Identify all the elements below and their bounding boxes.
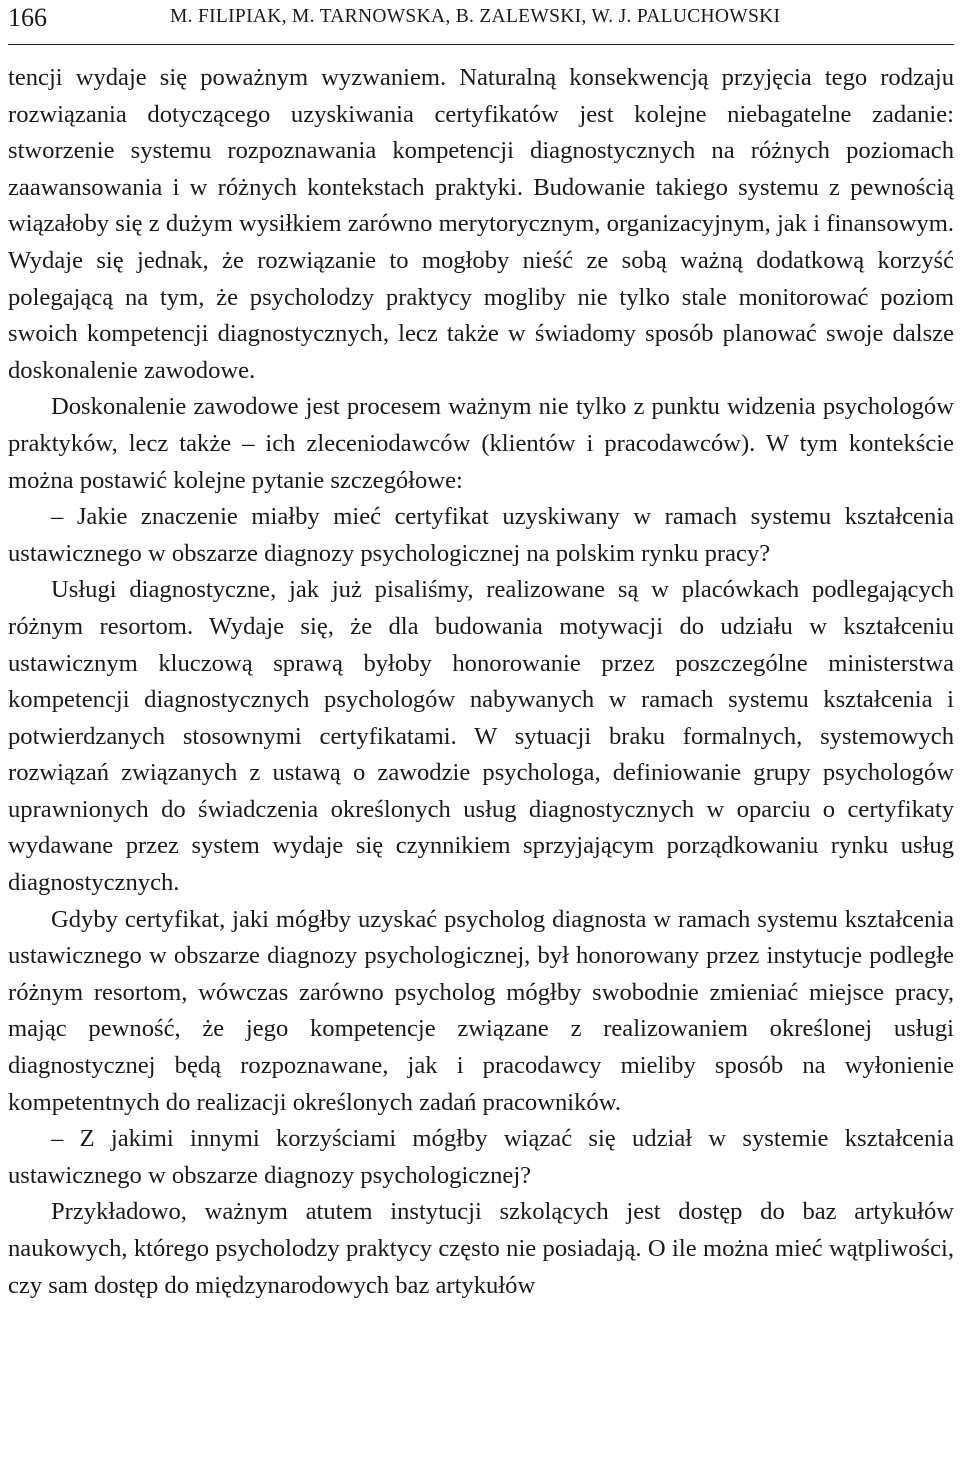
page-header (8, 0, 954, 45)
running-head: M. FILIPIAK, M. TARNOWSKA, B. ZALEWSKI, W. J. PALUCHOWSKI (170, 6, 781, 27)
paragraph: Usługi diagnostyczne, jak już pisaliśmy, realizowane są w placówkach podlegających różnym resortom. Wydaje się, że dla budowania motywacji do udziału w kształceniu ustawicznym kluczową sprawą byłoby honorowanie przez poszczególne ministerstwa kompetencji diagnostycznych psychologów nabywanych w ramach systemu kształcenia i potwierdzanych stosownymi certyfikatami. W sytuacji braku formalnych, systemowych rozwiązań związanych z ustawą o zawodzie psychologa, definiowanie grupy psychologów uprawnionych do świadczenia określonych usług diagnostycznych w oparciu o certyfikaty wydawane przez system wydaje się czynnikiem sprzyjającym porządkowaniu rynku usług diagnostycznych. (8, 576, 954, 897)
paragraph: Gdyby certyfikat, jaki mógłby uzyskać psycholog diagnosta w ramach systemu kształcenia ustawicznego w obszarze diagnozy psychologicznej, był honorowany przez instytucje podległe różnym resortom, wówczas zarówno psycholog mógłby swobodnie zmieniać miejsce pracy, mając pewność, że jego kompetencje związane z realizowaniem określonej usługi diagnostycznej będą rozpoznawane, jak i pracodawcy mieliby sposób na wyłonienie kompetentnych do realizacji określonych zadań pracowników. (8, 905, 954, 1116)
page-number: 166 (8, 3, 47, 32)
body-text (8, 60, 954, 1304)
paragraph: Przykładowo, ważnym atutem instytucji szkolących jest dostęp do baz artykułów naukowych, którego psycholodzy praktycy często nie posiadają. O ile można mieć wątpliwości, czy sam dostęp do międzynarodowych baz artykułów (8, 1198, 954, 1299)
question-paragraph: – Jakie znaczenie miałby mieć certyfikat uzyskiwany w ramach systemu kształcenia ustawicznego w obszarze diagnozy psychologicznej na polskim rynku pracy? (8, 503, 954, 567)
paragraph: Doskonalenie zawodowe jest procesem ważnym nie tylko z punktu widzenia psychologów praktyków, lecz także – ich zleceniodawców (klientów i pracodawców). W tym kontekście można postawić kolejne pytanie szczegółowe: (8, 393, 954, 494)
paragraph: tencji wydaje się poważnym wyzwaniem. Naturalną konsekwencją przyjęcia tego rodzaju rozwiązania dotyczącego uzyskiwania certyfikatów jest kolejne niebagatelne zadanie: stworzenie systemu rozpoznawania kompetencji diagnostycznych na różnych poziomach zaawansowania i w różnych kontekstach praktyki. Budowanie takiego systemu z pewnością wiązałoby się z dużym wysiłkiem zarówno merytorycznym, organizacyjnym, jak i finansowym. Wydaje się jednak, że rozwiązanie to mogłoby nieść ze sobą ważną dodatkową korzyść polegającą na tym, że psycholodzy praktycy mogliby nie tylko stale monitorować poziom swoich kompetencji diagnostycznych, lecz także w świadomy sposób planować swoje dalsze doskonalenie zawodowe. (8, 64, 954, 384)
question-paragraph: – Z jakimi innymi korzyściami mógłby wiązać się udział w systemie kształcenia ustawicznego w obszarze diagnozy psychologicznej? (8, 1125, 954, 1189)
